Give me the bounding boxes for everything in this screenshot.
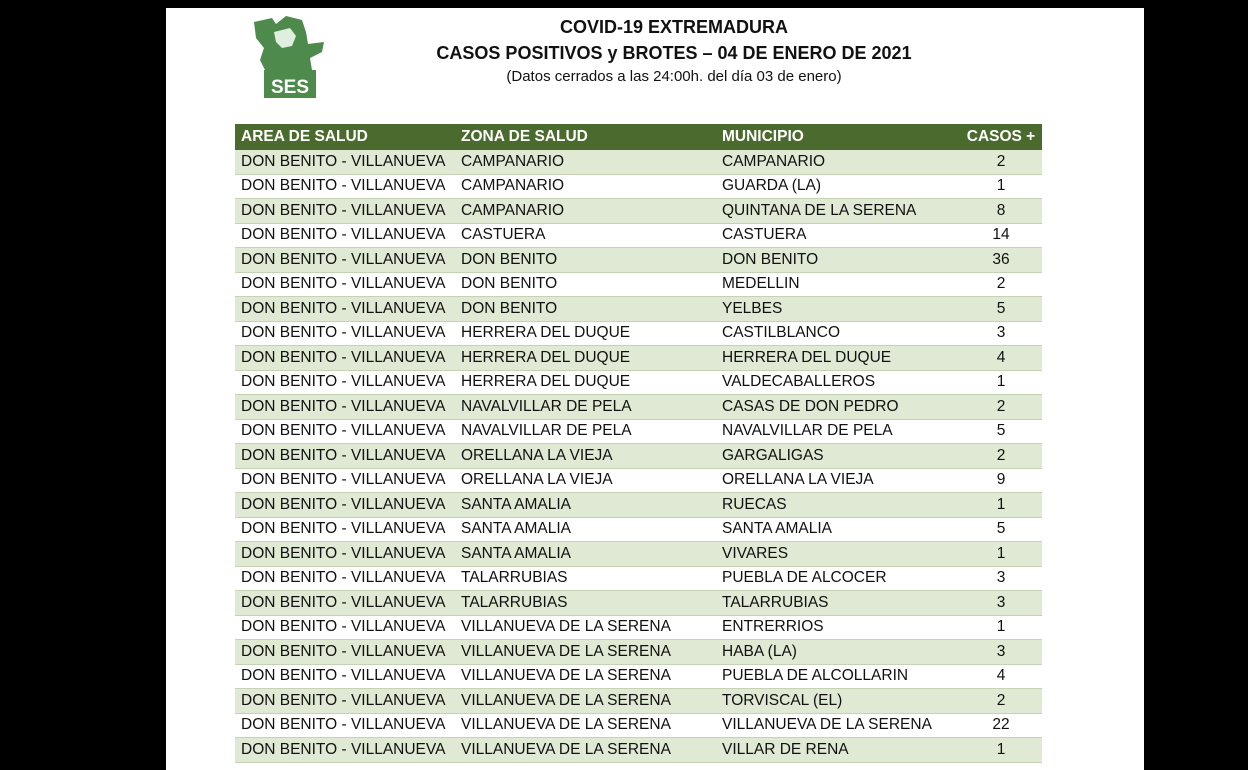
cell-area: DON BENITO - VILLANUEVA <box>235 272 455 297</box>
cell-casos: 22 <box>960 713 1042 738</box>
cell-area: DON BENITO - VILLANUEVA <box>235 395 455 420</box>
table-row <box>235 419 1042 444</box>
cell-zona: VILLANUEVA DE LA SERENA <box>455 640 716 665</box>
table-row <box>235 199 1042 224</box>
cell-area: DON BENITO - VILLANUEVA <box>235 493 455 518</box>
table-row <box>235 370 1042 395</box>
cell-municipio: TALARRUBIAS <box>716 591 960 616</box>
document-subtitle: CASOS POSITIVOS y BROTES – 04 DE ENERO DE 2021 <box>436 43 912 63</box>
table-row <box>235 346 1042 371</box>
cell-casos: 36 <box>960 248 1042 273</box>
cell-casos: 5 <box>960 297 1042 322</box>
document-note: (Datos cerrados a las 24:00h. del día 03 de enero) <box>506 68 842 85</box>
cell-zona: DON BENITO <box>455 297 716 322</box>
cell-casos: 1 <box>960 542 1042 567</box>
table-header-row <box>235 124 1042 150</box>
cell-zona: VILLANUEVA DE LA SERENA <box>455 664 716 689</box>
cell-municipio: QUINTANA DE LA SERENA <box>716 199 960 224</box>
cell-area: DON BENITO - VILLANUEVA <box>235 199 455 224</box>
column-header-municipio: MUNICIPIO <box>716 124 960 150</box>
cell-zona: HERRERA DEL DUQUE <box>455 321 716 346</box>
cell-zona: SANTA AMALIA <box>455 493 716 518</box>
table-body <box>235 150 1042 762</box>
cell-municipio: VALDECABALLEROS <box>716 370 960 395</box>
cell-municipio: PUEBLA DE ALCOLLARIN <box>716 664 960 689</box>
cell-area: DON BENITO - VILLANUEVA <box>235 640 455 665</box>
cell-zona: DON BENITO <box>455 248 716 273</box>
cell-area: DON BENITO - VILLANUEVA <box>235 223 455 248</box>
cell-municipio: GARGALIGAS <box>716 444 960 469</box>
cell-municipio: VILLANUEVA DE LA SERENA <box>716 713 960 738</box>
table-row <box>235 223 1042 248</box>
cell-area: DON BENITO - VILLANUEVA <box>235 248 455 273</box>
cell-casos: 1 <box>960 370 1042 395</box>
cell-casos: 2 <box>960 395 1042 420</box>
document-page <box>166 8 1144 770</box>
cell-zona: NAVALVILLAR DE PELA <box>455 395 716 420</box>
table-row <box>235 272 1042 297</box>
table-row <box>235 566 1042 591</box>
cell-area: DON BENITO - VILLANUEVA <box>235 738 455 763</box>
cell-municipio: NAVALVILLAR DE PELA <box>716 419 960 444</box>
table-row <box>235 174 1042 199</box>
cell-casos: 1 <box>960 174 1042 199</box>
cell-area: DON BENITO - VILLANUEVA <box>235 174 455 199</box>
cell-zona: TALARRUBIAS <box>455 591 716 616</box>
column-header-area: AREA DE SALUD <box>235 124 455 150</box>
cell-casos: 1 <box>960 615 1042 640</box>
cell-casos: 2 <box>960 272 1042 297</box>
cell-municipio: TORVISCAL (EL) <box>716 689 960 714</box>
cell-area: DON BENITO - VILLANUEVA <box>235 321 455 346</box>
cell-zona: VILLANUEVA DE LA SERENA <box>455 689 716 714</box>
table-row <box>235 713 1042 738</box>
cell-area: DON BENITO - VILLANUEVA <box>235 444 455 469</box>
table-row <box>235 321 1042 346</box>
cell-casos: 2 <box>960 689 1042 714</box>
cell-zona: VILLANUEVA DE LA SERENA <box>455 615 716 640</box>
cell-zona: SANTA AMALIA <box>455 517 716 542</box>
cell-casos: 3 <box>960 591 1042 616</box>
table-row <box>235 248 1042 273</box>
cell-municipio: HABA (LA) <box>716 640 960 665</box>
cell-zona: SANTA AMALIA <box>455 542 716 567</box>
cell-zona: HERRERA DEL DUQUE <box>455 346 716 371</box>
cell-area: DON BENITO - VILLANUEVA <box>235 615 455 640</box>
cell-area: DON BENITO - VILLANUEVA <box>235 297 455 322</box>
cell-zona: TALARRUBIAS <box>455 566 716 591</box>
cell-municipio: GUARDA (LA) <box>716 174 960 199</box>
table-row <box>235 738 1042 763</box>
cell-municipio: CASTILBLANCO <box>716 321 960 346</box>
document-header <box>166 14 1144 88</box>
cell-area: DON BENITO - VILLANUEVA <box>235 713 455 738</box>
cell-zona: DON BENITO <box>455 272 716 297</box>
cell-zona: CAMPANARIO <box>455 150 716 174</box>
cell-area: DON BENITO - VILLANUEVA <box>235 346 455 371</box>
table-row <box>235 297 1042 322</box>
cell-municipio: PUEBLA DE ALCOCER <box>716 566 960 591</box>
table-row <box>235 689 1042 714</box>
cases-table <box>235 124 1042 763</box>
cell-municipio: YELBES <box>716 297 960 322</box>
table-row <box>235 517 1042 542</box>
cell-area: DON BENITO - VILLANUEVA <box>235 468 455 493</box>
cell-area: DON BENITO - VILLANUEVA <box>235 419 455 444</box>
cell-zona: NAVALVILLAR DE PELA <box>455 419 716 444</box>
cell-zona: CAMPANARIO <box>455 174 716 199</box>
cell-municipio: HERRERA DEL DUQUE <box>716 346 960 371</box>
table-row <box>235 444 1042 469</box>
cell-casos: 4 <box>960 346 1042 371</box>
cell-area: DON BENITO - VILLANUEVA <box>235 566 455 591</box>
cell-municipio: MEDELLIN <box>716 272 960 297</box>
cell-municipio: ENTRERRIOS <box>716 615 960 640</box>
cell-casos: 1 <box>960 738 1042 763</box>
cell-area: DON BENITO - VILLANUEVA <box>235 150 455 174</box>
cell-casos: 3 <box>960 566 1042 591</box>
cell-casos: 8 <box>960 199 1042 224</box>
cell-municipio: RUECAS <box>716 493 960 518</box>
cell-municipio: DON BENITO <box>716 248 960 273</box>
cell-casos: 5 <box>960 517 1042 542</box>
cell-area: DON BENITO - VILLANUEVA <box>235 542 455 567</box>
table-row <box>235 150 1042 174</box>
cell-zona: CAMPANARIO <box>455 199 716 224</box>
document-title: COVID-19 EXTREMADURA <box>559 17 789 37</box>
cell-casos: 9 <box>960 468 1042 493</box>
cell-area: DON BENITO - VILLANUEVA <box>235 517 455 542</box>
logo-text: SES <box>270 77 310 98</box>
cell-area: DON BENITO - VILLANUEVA <box>235 591 455 616</box>
cell-casos: 3 <box>960 640 1042 665</box>
table-row <box>235 542 1042 567</box>
cell-zona: ORELLANA LA VIEJA <box>455 468 716 493</box>
cell-casos: 1 <box>960 493 1042 518</box>
cell-municipio: CAMPANARIO <box>716 150 960 174</box>
cell-municipio: SANTA AMALIA <box>716 517 960 542</box>
cell-casos: 3 <box>960 321 1042 346</box>
cell-casos: 5 <box>960 419 1042 444</box>
cell-municipio: ORELLANA LA VIEJA <box>716 468 960 493</box>
cell-municipio: VIVARES <box>716 542 960 567</box>
column-header-casos: CASOS + <box>960 124 1042 150</box>
cell-casos: 2 <box>960 150 1042 174</box>
cell-area: DON BENITO - VILLANUEVA <box>235 370 455 395</box>
cell-zona: ORELLANA LA VIEJA <box>455 444 716 469</box>
cell-casos: 14 <box>960 223 1042 248</box>
table-row <box>235 395 1042 420</box>
table-row <box>235 493 1042 518</box>
table-row <box>235 664 1042 689</box>
table-row <box>235 615 1042 640</box>
cell-zona: VILLANUEVA DE LA SERENA <box>455 713 716 738</box>
cell-zona: VILLANUEVA DE LA SERENA <box>455 738 716 763</box>
cell-casos: 4 <box>960 664 1042 689</box>
cell-municipio: CASTUERA <box>716 223 960 248</box>
cell-municipio: CASAS DE DON PEDRO <box>716 395 960 420</box>
cell-zona: CASTUERA <box>455 223 716 248</box>
cell-zona: HERRERA DEL DUQUE <box>455 370 716 395</box>
table-row <box>235 468 1042 493</box>
table-row <box>235 591 1042 616</box>
cell-area: DON BENITO - VILLANUEVA <box>235 689 455 714</box>
table-row <box>235 640 1042 665</box>
cell-municipio: VILLAR DE RENA <box>716 738 960 763</box>
cell-casos: 2 <box>960 444 1042 469</box>
column-header-zona: ZONA DE SALUD <box>455 124 716 150</box>
cell-area: DON BENITO - VILLANUEVA <box>235 664 455 689</box>
